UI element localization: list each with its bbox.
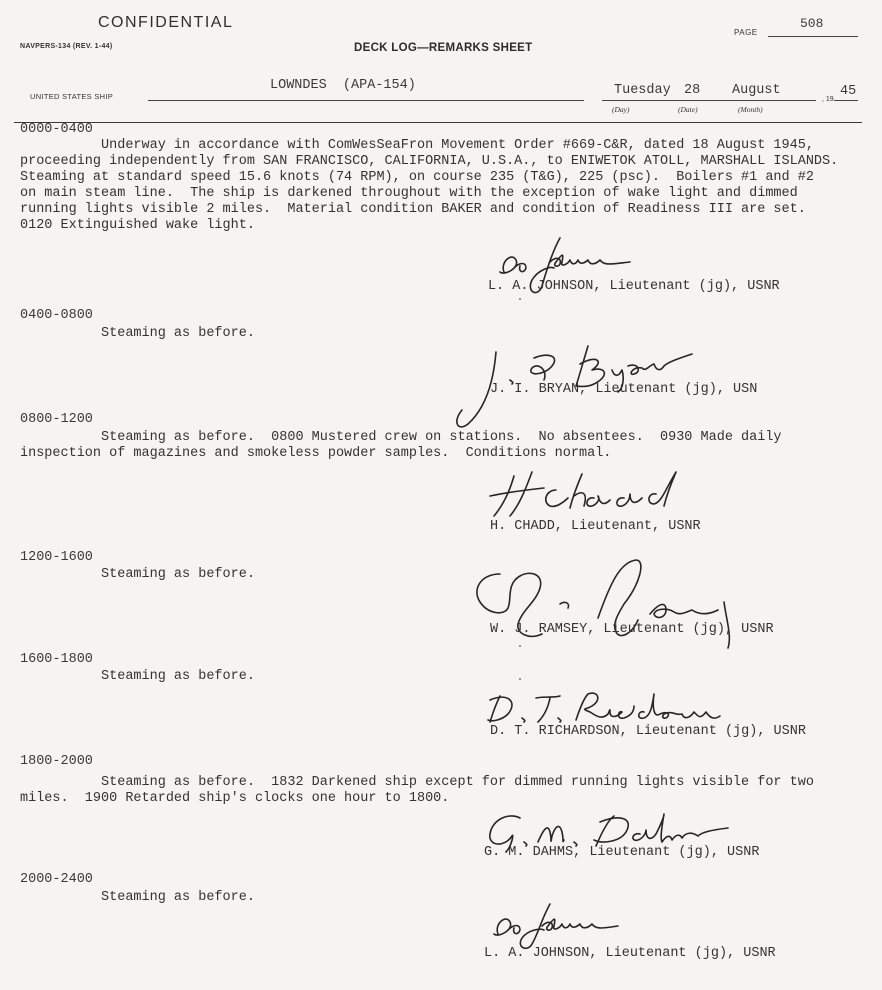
page-label: PAGE bbox=[734, 28, 758, 37]
entry-line: Steaming as before. bbox=[20, 669, 255, 684]
signer-name: J. I. BRYAN, Lieutenant (jg), USN bbox=[490, 382, 758, 397]
watch-period: 0400-0800 bbox=[20, 308, 93, 323]
date-caption: (Date) bbox=[678, 105, 698, 114]
entry-line: inspection of magazines and smokeless powder samples. Conditions normal. bbox=[20, 446, 612, 461]
entry-line: Steaming as before. bbox=[20, 890, 255, 905]
sheet-title: DECK LOG—REMARKS SHEET bbox=[354, 42, 533, 54]
watch-period: 0000-0400 bbox=[20, 122, 93, 137]
entry-line: Steaming as before. bbox=[20, 326, 255, 341]
entry-line: Steaming as before. bbox=[20, 567, 255, 582]
signature-johnson bbox=[490, 232, 640, 307]
form-number: NAVPERS-134 (REV. 1-44) bbox=[20, 43, 113, 50]
ship-name: LOWNDES (APA-154) bbox=[270, 78, 416, 93]
watch-period: 2000-2400 bbox=[20, 872, 93, 887]
signer-name: L. A. JOHNSON, Lieutenant (jg), USNR bbox=[484, 946, 776, 961]
entry-line: Steaming as before. 0800 Mustered crew on stations. No absentees. 0930 Made daily bbox=[20, 430, 782, 445]
date-line bbox=[602, 100, 816, 101]
entry-line: Steaming at standard speed 15.6 knots (74 RPM), on course 235 (T&G), 225 (psc). Boilers #1 and #2 bbox=[20, 170, 814, 185]
entry-line: 0120 Extinguished wake light. bbox=[20, 218, 255, 233]
month-caption: (Month) bbox=[738, 105, 763, 114]
page-number-line bbox=[768, 36, 858, 37]
ship-label: UNITED STATES SHIP bbox=[30, 92, 114, 101]
year-line bbox=[834, 100, 858, 101]
entry-line: Steaming as before. 1832 Darkened ship except for dimmed running lights visible for two bbox=[20, 775, 814, 790]
entry-line: Underway in accordance with ComWesSeaFron Movement Order #669-C&R, dated 18 August 1945, bbox=[20, 138, 814, 153]
entry-line: proceeding independently from SAN FRANCISCO, CALIFORNIA, U.S.A., to ENIWETOK ATOLL, MARSHALL ISLANDS. bbox=[20, 154, 839, 169]
signature-ramsey bbox=[470, 554, 740, 664]
watch-period: 0800-1200 bbox=[20, 412, 93, 427]
entry-line: miles. 1900 Retarded ship's clocks one hour to 1800. bbox=[20, 791, 450, 806]
ink-dot bbox=[519, 645, 521, 647]
watch-period: 1600-1800 bbox=[20, 652, 93, 667]
page-number: 508 bbox=[800, 16, 824, 31]
log-date: 28 bbox=[684, 83, 701, 98]
day-caption: (Day) bbox=[612, 105, 630, 114]
signer-name: G. M. DAHMS, Lieutenant (jg), USNR bbox=[484, 845, 760, 860]
entry-line: on main steam line. The ship is darkened throughout with the exception of wake light and dimmed bbox=[20, 186, 798, 201]
ink-dot bbox=[519, 678, 521, 680]
ink-dot bbox=[519, 298, 521, 300]
signer-name: D. T. RICHARDSON, Lieutenant (jg), USNR bbox=[490, 724, 806, 739]
signer-name: W. J. RAMSEY, Lieutenant (jg), USNR bbox=[490, 622, 774, 637]
classification-heading: CONFIDENTIAL bbox=[98, 14, 234, 31]
signer-name: H. CHADD, Lieutenant, USNR bbox=[490, 519, 701, 534]
signature-chadd bbox=[486, 468, 686, 523]
log-month: August bbox=[732, 83, 781, 98]
watch-period: 1800-2000 bbox=[20, 754, 93, 769]
ship-line bbox=[148, 100, 584, 101]
watch-period: 1200-1600 bbox=[20, 550, 93, 565]
entry-line: running lights visible 2 miles. Material condition BAKER and condition of Readiness III are set. bbox=[20, 202, 806, 217]
signer-name: L. A. JOHNSON, Lieutenant (jg), USNR bbox=[488, 279, 780, 294]
log-year: 45 bbox=[840, 84, 857, 99]
header-rule bbox=[14, 122, 862, 123]
log-day: Tuesday bbox=[614, 83, 671, 98]
year-prefix: , 19 bbox=[822, 96, 834, 103]
